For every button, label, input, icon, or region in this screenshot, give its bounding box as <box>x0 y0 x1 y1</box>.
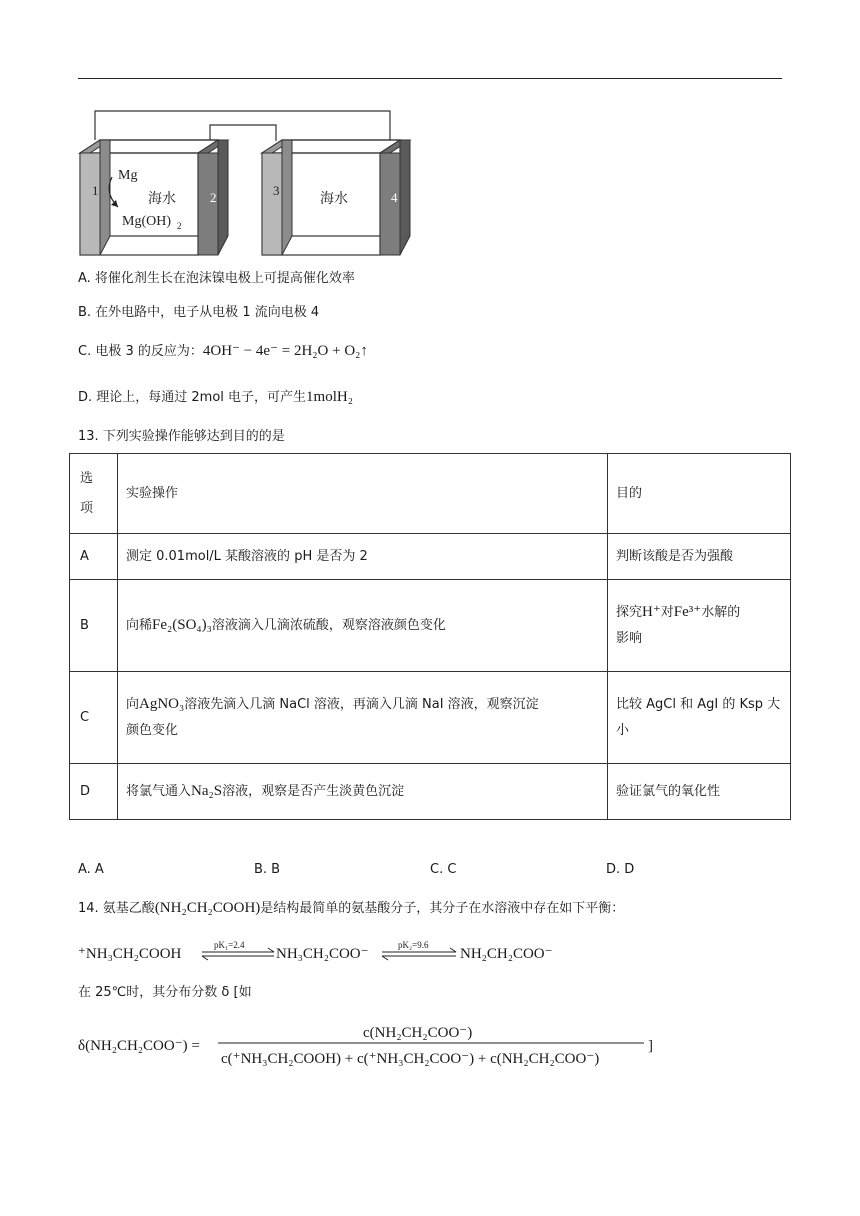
k1-label: pK₁=2.4 <box>214 940 245 950</box>
row-operation: 向AgNO₃溶液先滴入几滴 NaCl 溶液，再滴入几滴 NaI 溶液，观察沉淀 颜色变化 <box>118 672 608 764</box>
label-mgoh2-sub: 2 <box>177 221 182 231</box>
q14-line3: 在 25℃时，其分布分数 δ [如 <box>78 985 252 1000</box>
q13-choice-c: C. C <box>430 862 457 877</box>
q13-stem: 13. 下列实验操作能够达到目的的是 <box>78 429 285 444</box>
q13-table <box>69 453 791 820</box>
header-operation: 实验操作 <box>118 454 608 534</box>
row-goal: 验证氯气的氧化性 <box>608 764 791 820</box>
k2-label: pK₂=9.6 <box>398 940 429 950</box>
label-mgoh2: Mg(OH) <box>122 214 171 229</box>
label-electrode-4: 4 <box>391 190 398 205</box>
row-goal: 判断该酸是否为强酸 <box>608 534 791 580</box>
table-row <box>70 534 791 580</box>
q13-choice-d: D. D <box>606 862 635 877</box>
q12-option-c-formula: 4OH⁻ − 4e⁻ = 2H₂O + O₂↑ <box>202 343 368 359</box>
q14-stem-formula: (NH₂CH₂COOH) <box>154 900 261 916</box>
table-row <box>70 672 791 764</box>
q12-option-d-prefix: D. 理论上，每通过 2mol 电子，可产生 <box>78 390 307 405</box>
fraction-close: ] <box>648 1038 653 1054</box>
fraction-denominator: c(⁺NH₃CH₂COOH) + c(⁺NH₃CH₂COO⁻) + c(NH₂CH₂COO⁻) <box>221 1051 600 1067</box>
row-option: C <box>70 672 118 764</box>
label-seawater-2: 海水 <box>320 192 348 207</box>
label-mg: Mg <box>118 168 138 183</box>
q14-equilibrium <box>78 934 598 968</box>
header-option: 选 项 <box>70 454 118 534</box>
q12-option-d <box>78 388 353 407</box>
header-rule <box>78 78 782 79</box>
label-electrode-3: 3 <box>273 183 280 198</box>
cell-diagram <box>70 105 415 260</box>
row-option: D <box>70 764 118 820</box>
q12-option-a: A. 将催化剂生长在泡沫镍电极上可提高催化效率 <box>78 271 355 286</box>
q12-option-b: B. 在外电路中，电子从电极 1 流向电极 4 <box>78 305 320 320</box>
q13-choice-b: B. B <box>254 862 281 877</box>
row-goal: 探究H⁺对Fe³⁺水解的 影响 <box>608 580 791 672</box>
row-option: A <box>70 534 118 580</box>
row-operation: 向稀Fe₂(SO₄)₃溶液滴入几滴浓硫酸，观察溶液颜色变化 <box>118 580 608 672</box>
header-goal: 目的 <box>608 454 791 534</box>
species-zwitterion: NH₃CH₂COO⁻ <box>276 946 369 962</box>
table-row <box>70 764 791 820</box>
q14-stem: 14. 氨基乙酸(NH₂CH₂COOH)是结构最简单的氨基酸分子，其分子在水溶液中存在如下平衡： <box>78 900 625 916</box>
row-operation: 测定 0.01mol/L 某酸溶液的 pH 是否为 2 <box>118 534 608 580</box>
table-row <box>70 580 791 672</box>
row-operation: 将氯气通入Na₂S溶液，观察是否产生淡黄色沉淀 <box>118 764 608 820</box>
fraction-lhs: δ(NH₂CH₂COO⁻) = <box>78 1038 200 1054</box>
row-goal: 比较 AgCl 和 AgI 的 Ksp 大 小 <box>608 672 791 764</box>
row-option: B <box>70 580 118 672</box>
q12-option-c-prefix: C. 电极 3 的反应为： <box>78 344 203 359</box>
table-header-row <box>70 454 791 534</box>
label-seawater-1: 海水 <box>148 192 176 207</box>
fraction-numerator: c(NH₂CH₂COO⁻) <box>363 1025 473 1041</box>
q12-option-c <box>78 342 368 361</box>
species-cation: ⁺NH₃CH₂COOH <box>78 946 182 962</box>
q14-fraction <box>78 1018 678 1074</box>
label-electrode-2: 2 <box>210 190 217 205</box>
species-anion: NH₂CH₂COO⁻ <box>460 946 553 962</box>
label-electrode-1: 1 <box>92 183 99 198</box>
q12-option-d-formula: 1molH₂ <box>306 389 353 405</box>
q13-choice-a: A. A <box>78 862 104 877</box>
